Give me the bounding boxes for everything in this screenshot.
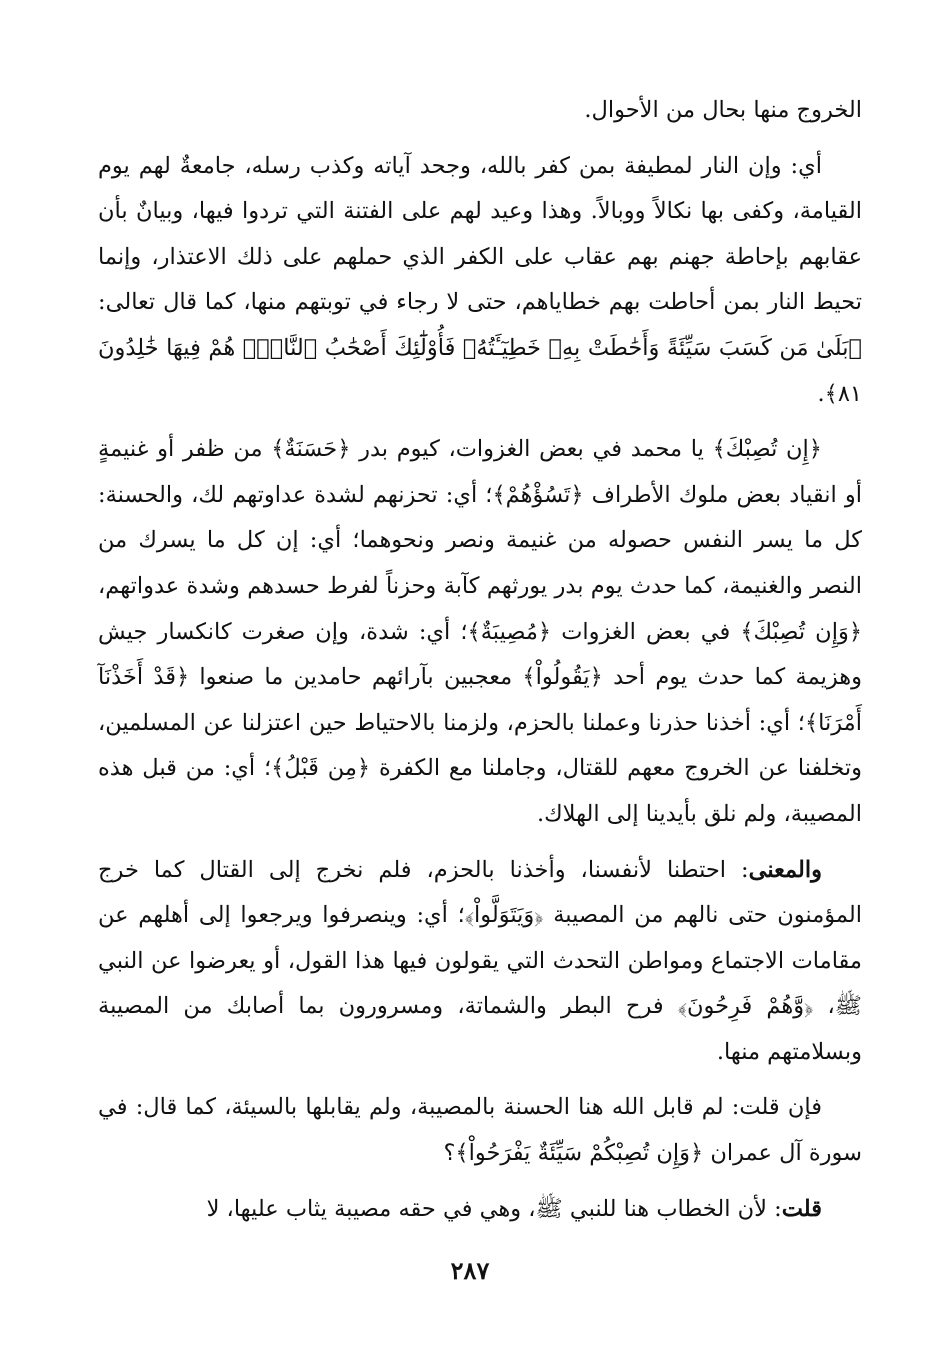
text-run: ؛ أي: وينصرفوا ويرجعوا إلى أهلهم عن مقامات الاجتماع ومواطن التحدث التي يقولون فيها هذا القول، أو يعرضوا عن النبي ﷺ، [98,902,862,1020]
quran-verse: ﴿وَإِن تُصِبْكَ﴾ [740,618,863,645]
text-run: ؛ أي: تحزنهم لشدة عداوتهم لك، والحسنة: كل ما يسر النفس حصوله من غنيمة ونصر ونحوهما؛ أي: إن كل ما يسرك من النصر والغنيمة، كما حدث يوم بدر يورثهم كآبة وحزناً لفرط حسدهم وشدة عدواتهم، [98,481,862,599]
quran-verse: ﴿مُصِيبَةٌ﴾ [467,618,552,645]
paragraph-p1 [98,88,862,134]
text-run: ؛ أي: شدة، وإن صغرت كانكسار جيش وهزيمة كما حدث يوم أحد [98,618,862,691]
quran-verse: ﴿تَسُؤْهُمْ﴾ [492,481,584,508]
quran-verse: ﴿قَدْ أَخَذْنَآ أَمْرَنَا﴾ [98,664,862,736]
text-run: ؛ أي: أخذنا حذرنا وعملنا بالحزم، ولزمنا بالاحتياط حين اعتزلنا عن المسلمين، وتخلفنا عن الخروج معهم للقتال، وجاملنا مع الكفرة [98,709,862,782]
quran-verse: ﴿مِن قَبْلُ﴾ [271,755,371,782]
text-run: من ظفر أو غنيمةٍ أو انقياد بعض ملوك الأطراف [98,436,862,508]
bold-term: قلت [781,1195,822,1222]
page-number: ٢٨٧ [450,1256,490,1285]
quran-verse: ﴿وَّهُمْ فَرِحُونَ﴾ [677,993,814,1020]
quran-verse: ﴿بَلَىٰ مَن كَسَبَ سَيِّئَةً وَأَحَٰطَتْ بِهِۦ خَطِيٓـَٔتُهُۥ فَأُوْلَٰٓئِكَ أَصْحَٰبُ ٱلنَّارِۖ هُمْ فِيهَا خَٰلِدُونَ ٨١﴾ [98,334,862,407]
quran-verse: ﴿حَسَنَةٌ﴾ [271,436,351,463]
paragraph-p5 [98,1085,862,1176]
text-run: . [817,380,825,407]
text-run: أي: وإن النار لمطيفة بمن كفر بالله، وجحد آياته وكذب رسله، جامعةٌ لهم يوم القيامة، وكفى بها نكالاً ووبالاً. وهذا وعيد لهم على الفتنة التي تردوا فيها، وبيانٌ بأن عقابهم بإحاطة جهنم بهم عقاب على الكفر الذي حملهم على ذلك الاعتذار، وإنما تحيط النار بمن أحاطت بهم خطاياهم، حتى لا رجاء في توبتهم منها، كما قال تعالى: [98,152,862,316]
paragraph-p4 [98,848,862,1076]
text-run: : احتطنا لأنفسنا، وأخذنا بالحزم، فلم نخرج إلى القتال كما خرج المؤمنون حتى نالهم من المصيبة [98,856,862,929]
text-run: فإن قلت: لم قابل الله هنا الحسنة بالمصيبة، ولم يقابلها بالسيئة، كما قال: في سورة آل عمران [98,1094,862,1167]
quran-verse: ﴿وَإِن تُصِبْكُمْ سَيِّئَةٌ يَفْرَحُواْ﴾ [455,1140,704,1167]
page-body-text [98,88,862,1232]
paragraph-p2 [98,144,862,418]
quran-verse: ﴿يَقُولُواْ﴾ [522,664,603,691]
text-run: يا محمد في بعض الغزوات، كيوم بدر [350,436,713,463]
quran-verse: ﴿وَيَتَوَلَّواْ﴾ [464,902,544,929]
text-run: في بعض الغزوات [551,618,741,645]
paragraph-p6 [98,1187,862,1233]
text-run: : لأن الخطاب هنا للنبي ﷺ، وهي في حقه مصيبة يثاب عليها، لا [206,1195,782,1222]
text-run: الخروج منها بحال من الأحوال. [584,97,862,123]
text-run: ؛ أي: من قبل هذه المصيبة، ولم نلق بأيدينا إلى الهلاك. [98,755,862,827]
quran-verse: ﴿إِن تُصِبْكَ﴾ [712,436,822,463]
bold-term: والمعنى [748,856,822,883]
text-run: فرح البطر والشماتة، ومسرورون بما أصابك من المصيبة وبسلامتهم منها. [98,993,862,1065]
text-run: معجبين بآرائهم حامدين ما صنعوا [189,664,523,691]
text-run: ؟ [443,1140,456,1167]
paragraph-p3 [98,427,862,837]
